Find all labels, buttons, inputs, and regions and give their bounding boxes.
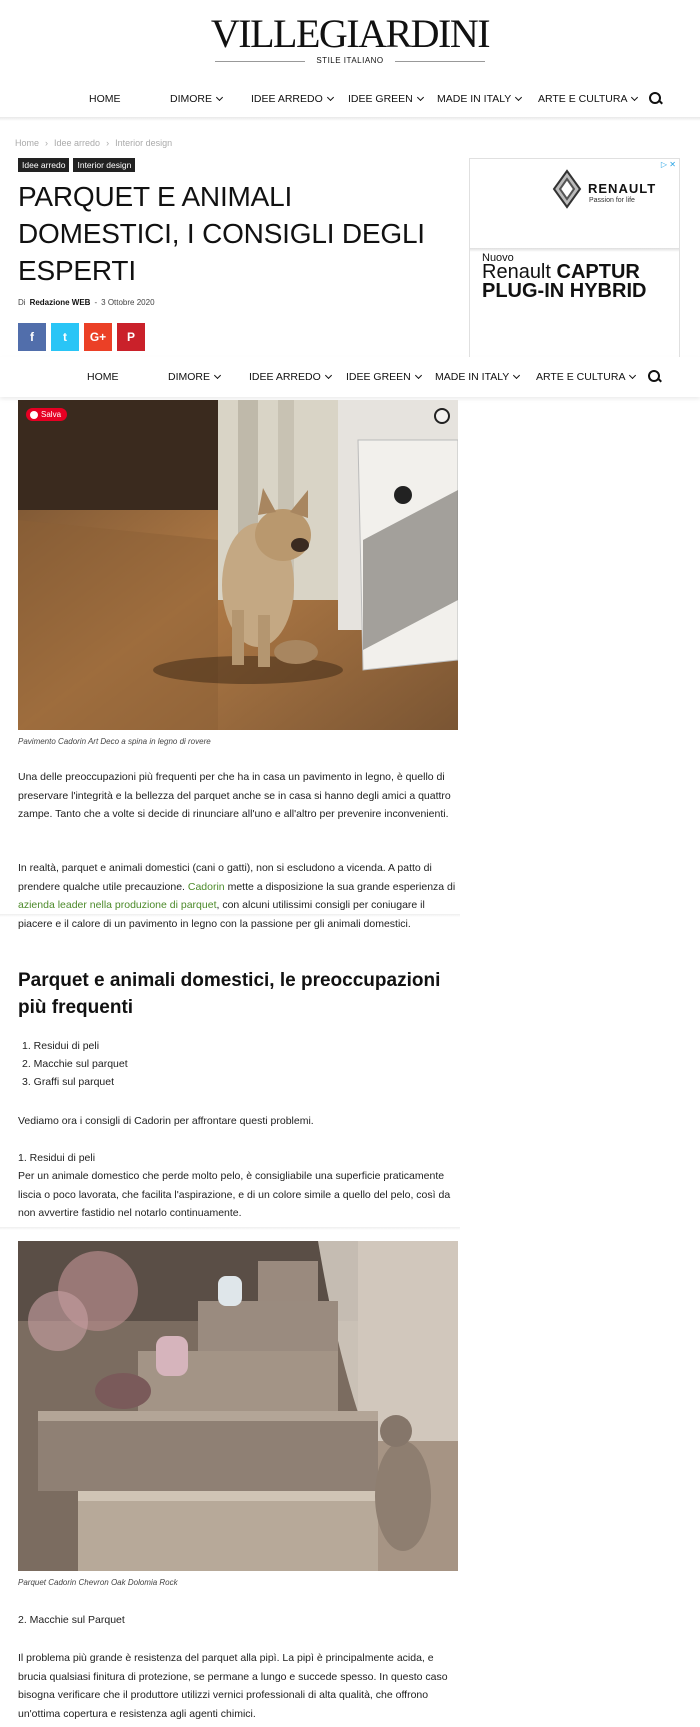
- chevron-down-icon: [513, 372, 520, 379]
- nav-item-made-in-italy[interactable]: [435, 371, 519, 383]
- nav-item-arte-e-cultura[interactable]: [536, 371, 635, 383]
- image-caption: Pavimento Cadorin Art Deco a spina in legno di rovere: [18, 737, 211, 746]
- subheading-macchie: 2. Macchie sul Parquet: [18, 1614, 125, 1626]
- chevron-down-icon: [325, 372, 332, 379]
- chevron-down-icon: [417, 94, 424, 101]
- nav-item-arte-e-cultura[interactable]: [538, 93, 637, 105]
- author-link[interactable]: Redazione WEB: [29, 298, 91, 307]
- ad-tagline: Passion for life: [589, 197, 635, 204]
- chevron-down-icon: [327, 94, 334, 101]
- pinterest-icon: P: [126, 330, 135, 344]
- nav-item-idee-arredo[interactable]: [251, 93, 333, 105]
- subheading-peli: 1. Residui di peli: [18, 1152, 96, 1164]
- breadcrumb-separator: ›: [45, 138, 49, 148]
- nav-item-idee-arredo[interactable]: [249, 371, 331, 383]
- article-image-dog: [18, 400, 458, 730]
- paragraph-text: mette a disposizione la sua grande esperienza di: [224, 880, 456, 893]
- paragraph-cadorin: [18, 859, 458, 933]
- cat-on-stairs-image: [18, 1241, 458, 1571]
- ad-brand: RENAULT: [588, 181, 657, 196]
- nav-label: MADE IN ITALY: [435, 371, 510, 383]
- site-logo[interactable]: [0, 11, 700, 65]
- link-azienda-leader[interactable]: azienda leader nella produzione di parquet: [18, 899, 217, 911]
- paragraph-peli: Per un animale domestico che perde molto pelo, è consigliabile una superficie praticamente liscia o poco lavorata, che facilita l'aspirazione, e di un colore simile a quello del pelo, così da non avvertire fastidio nel notarlo continuamente.: [18, 1170, 451, 1219]
- logo-wordmark: VILLEGIARDINI: [210, 11, 490, 56]
- google-plus-icon: G+: [89, 330, 107, 344]
- nav-label: IDEE GREEN: [348, 93, 413, 105]
- nav-label: IDEE GREEN: [346, 371, 411, 383]
- logo-tagline: STILE ITALIANO: [215, 56, 485, 65]
- byline-separator: -: [94, 298, 98, 307]
- paragraph-consigli: Vediamo ora i consigli di Cadorin per affrontare questi problemi.: [18, 1115, 314, 1127]
- save-label: Salva: [41, 410, 62, 419]
- ad-new-label: Nuovo: [482, 252, 514, 264]
- chevron-down-icon: [631, 94, 638, 101]
- paragraph-text: , con alcuni utilissimi consigli per coniugare il piacere e il calore di un pavimento in legno con la passione per gli animali domestici.: [18, 899, 425, 930]
- ad-model: [482, 263, 646, 301]
- main-nav: [0, 79, 700, 119]
- search-icon[interactable]: [648, 370, 662, 384]
- article-image-cat: [18, 1241, 458, 1571]
- publish-date: 3 Ottobre 2020: [101, 298, 155, 307]
- facebook-icon: f: [30, 330, 34, 344]
- renault-logo-icon: [552, 169, 582, 209]
- ad-model-name: CAPTUR: [556, 261, 640, 283]
- pinterest-icon: [30, 411, 38, 419]
- nav-label: MADE IN ITALY: [437, 93, 512, 105]
- chevron-down-icon: [515, 94, 522, 101]
- chevron-down-icon: [629, 372, 636, 379]
- scroll-divider: [0, 1227, 460, 1230]
- nav-label: HOME: [87, 371, 119, 383]
- tag-interior-design[interactable]: Interior design: [73, 158, 135, 172]
- paragraph-macchie: Il problema più grande è resistenza del parquet alla pipì. La pipì è principalmente acida, e brucia qualsiasi finitura di protezione, se permane a lungo e succede spesso. In questo caso bisogna verificare che il produttore utilizzi vernici professionali di alta qualità, che offrono un'ottima copertura e resistenza agli agenti chimici.: [18, 1652, 448, 1720]
- search-icon[interactable]: [649, 92, 663, 106]
- ad-model-brand: Renault: [482, 261, 557, 283]
- breadcrumb-separator: ›: [106, 138, 110, 148]
- byline: [18, 298, 155, 307]
- nav-label: HOME: [89, 93, 121, 105]
- facebook-share-button[interactable]: [18, 323, 46, 351]
- category-tags: [18, 158, 135, 172]
- breadcrumb-home[interactable]: Home: [15, 138, 40, 148]
- concerns-list: [22, 1037, 128, 1091]
- nav-label: DIMORE: [168, 371, 210, 383]
- twitter-icon: t: [63, 330, 67, 344]
- google-plus-share-button[interactable]: [84, 323, 112, 351]
- list-item: 2. Macchie sul parquet: [22, 1058, 128, 1070]
- dog-on-parquet-image: [18, 400, 458, 730]
- section-heading: Parquet e animali domestici, le preoccupazioni più frequenti: [18, 970, 441, 1018]
- nav-label: IDEE ARREDO: [249, 371, 321, 383]
- paragraph-intro: Una delle preoccupazioni più frequenti per che ha in casa un pavimento in legno, è quello di preservare l'integrità e la bellezza del parquet anche se in casa si hanno degli amici a quattro zampe. Tanto che a volte si decide di rinunciare all'uno e all'altro per prevenire inconvenienti.: [18, 771, 451, 820]
- sticky-nav: [0, 357, 700, 397]
- share-buttons: [18, 323, 145, 351]
- list-item: 1. Residui di peli: [22, 1040, 100, 1052]
- page-title: PARQUET E ANIMALI DOMESTICI, I CONSIGLI DEGLI ESPERTI: [18, 181, 425, 286]
- nav-item-idee-green[interactable]: [346, 371, 421, 383]
- nav-item-made-in-italy[interactable]: [437, 93, 521, 105]
- nav-label: IDEE ARREDO: [251, 93, 323, 105]
- chevron-down-icon: [415, 372, 422, 379]
- ad-choices-icon[interactable]: ▷ ✕: [660, 160, 676, 169]
- header-divider: [0, 117, 700, 121]
- tag-idee-arredo[interactable]: Idee arredo: [18, 158, 69, 172]
- pinterest-save-button[interactable]: [26, 408, 67, 421]
- visual-search-icon[interactable]: [434, 408, 450, 424]
- nav-label: DIMORE: [170, 93, 212, 105]
- nav-item-dimore[interactable]: [170, 93, 222, 105]
- image-caption: Parquet Cadorin Chevron Oak Dolomia Rock: [18, 1578, 178, 1587]
- ad-model-variant: PLUG-IN HYBRID: [482, 280, 647, 302]
- pinterest-share-button[interactable]: [117, 323, 145, 351]
- chevron-down-icon: [214, 372, 221, 379]
- breadcrumb-idee-arredo[interactable]: Idee arredo: [54, 138, 101, 148]
- ad-banner[interactable]: [469, 158, 680, 360]
- chevron-down-icon: [216, 94, 223, 101]
- list-item: 3. Graffi sul parquet: [22, 1076, 115, 1088]
- scroll-divider: [0, 914, 460, 917]
- breadcrumb: [15, 138, 172, 148]
- breadcrumb-interior-design[interactable]: Interior design: [115, 138, 173, 148]
- nav-label: ARTE E CULTURA: [538, 93, 628, 105]
- nav-item-home[interactable]: [87, 371, 119, 383]
- link-cadorin[interactable]: Cadorin: [187, 880, 225, 893]
- twitter-share-button[interactable]: [51, 323, 79, 351]
- nav-item-dimore[interactable]: [168, 371, 220, 383]
- paragraph-text: In realtà, parquet e animali domestici (cani o gatti), non si escludono a vicenda. A patto di prendere qualche utile precauzione.: [18, 862, 432, 893]
- nav-label: ARTE E CULTURA: [536, 371, 626, 383]
- nav-item-home[interactable]: [89, 93, 121, 105]
- nav-item-idee-green[interactable]: [348, 93, 423, 105]
- byline-prefix: Di: [18, 298, 26, 307]
